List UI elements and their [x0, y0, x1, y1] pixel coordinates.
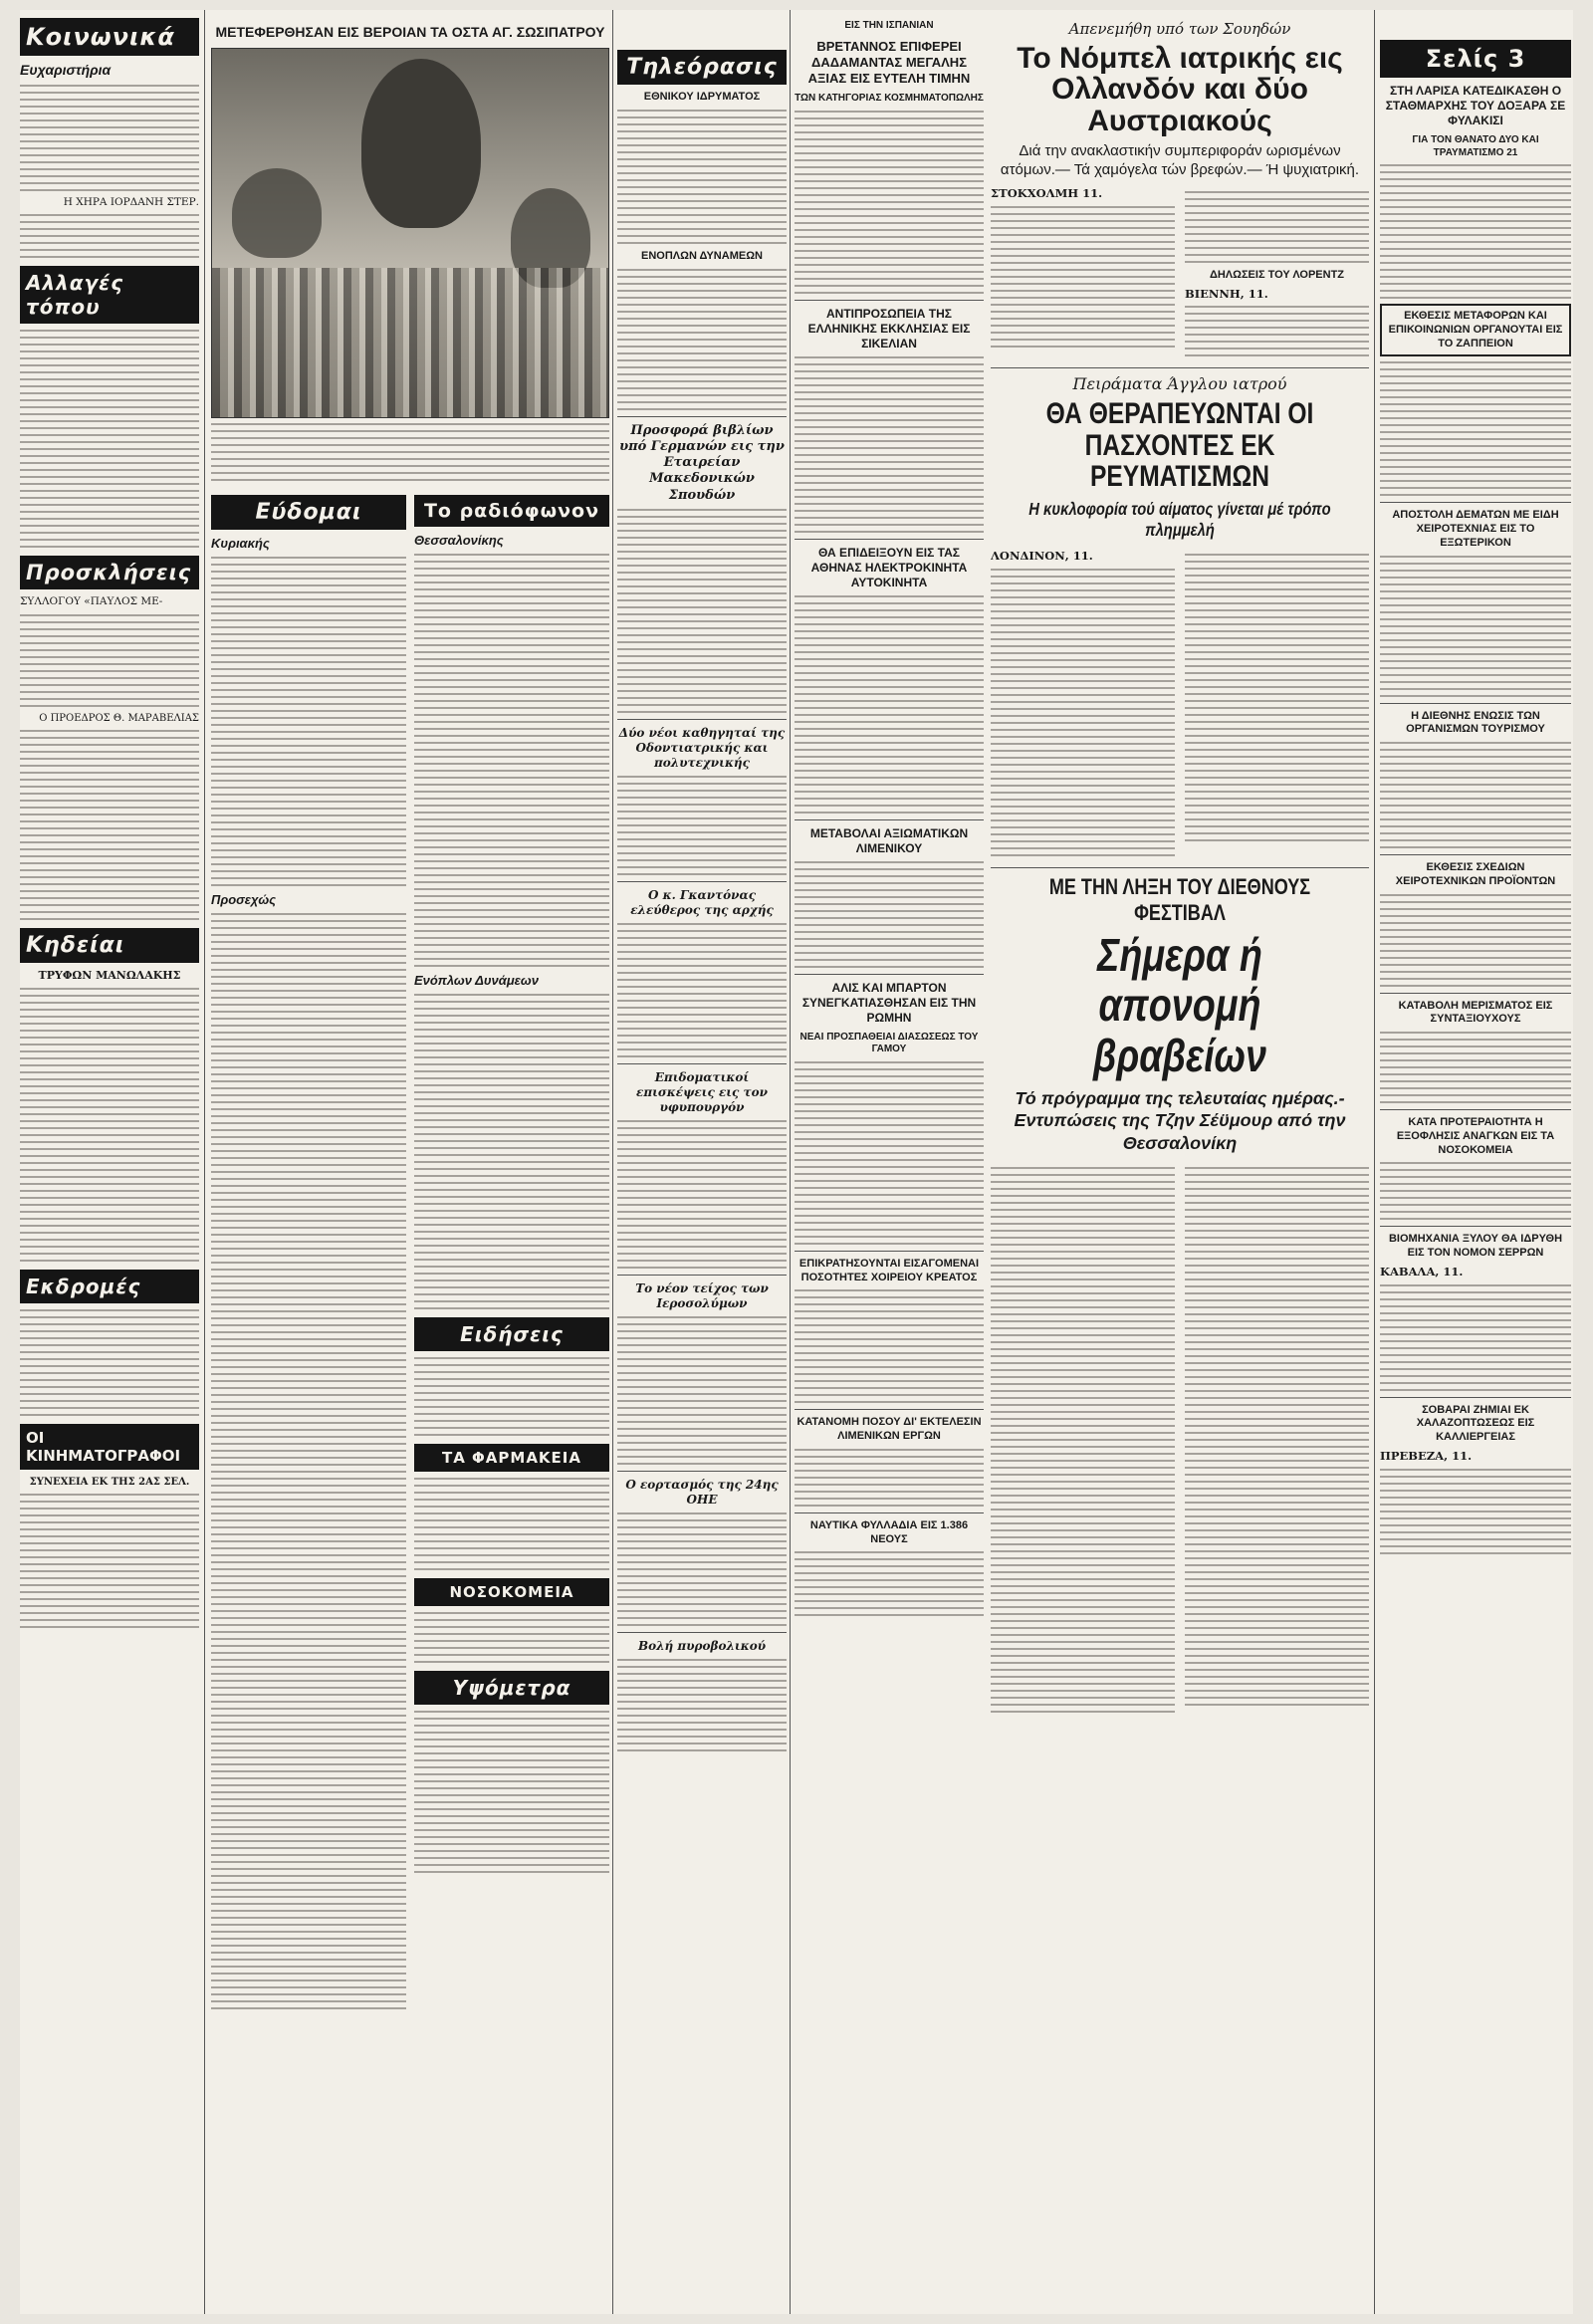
zimies-headline: ΣΟΒΑΡΑΙ ΖΗΜΙΑΙ ΕΚ ΧΑΛΑΖΟΠΤΩΣΕΩΣ ΕΙΣ ΚΑΛΛΙΕΡΓΕΙΑΣ — [1416, 1403, 1535, 1444]
photo-caption — [211, 423, 609, 481]
katavoli-headline: ΚΑΤΑΒΟΛΗ ΜΕΡΙΣΜΑΤΟΣ ΕΙΣ ΣΥΝΤΑΞΙΟΥΧΟΥΣ — [1398, 999, 1553, 1026]
section-koinonika: Κοινωνικά — [20, 18, 199, 56]
kathigites-headline: Δύο νέοι καθηγηταί της Οδοντιατρικής και πολυτεχνικής — [618, 725, 786, 770]
column-5 — [991, 10, 1369, 2314]
larisa-sub: ΓΙΑ ΤΟΝ ΘΑΝΑΤΟ ΔΥΟ ΚΑΙ ΤΡΑΥΜΑΤΙΣΜΟ 21 — [1412, 134, 1539, 158]
eik-title: ΕΘΝΙΚΟΥ ΙΔΡΥΜΑΤΟΣ — [643, 91, 761, 103]
viomichania-headline: ΒΙΟΜΗΧΑΝΙΑ ΞΥΛΟΥ ΘΑ ΙΔΡΥΘΗ ΕΙΣ ΤΟΝ ΝΟΜΟΝ ΣΕΡΡΩΝ — [1388, 1233, 1563, 1259]
column-2 — [211, 10, 609, 2314]
section-allages: Αλλαγές τόπου — [20, 266, 199, 324]
section-radiofono: Το ραδιόφωνον — [414, 495, 609, 527]
eucharistiria-title: Ευχαριστήρια — [20, 62, 112, 78]
column-1 — [20, 10, 199, 2314]
gkantonas-headline: Ο κ. Γκαντόνας ελεύθερος της αρχής — [630, 887, 774, 917]
section-kinimat: ΟΙ ΚΙΝΗΜΑΤΟΓΡΑΦΟΙ — [20, 1424, 199, 1470]
teichos-headline: Το νέον τείχος των Ιεροσολύμων — [635, 1280, 769, 1310]
ekthesis2-headline: ΕΚΘΕΣΙΣ ΣΧΕΔΙΩΝ ΧΕΙΡΟΤΕΧΝΙΚΩΝ ΠΡΟΪΟΝΤΩΝ — [1395, 861, 1556, 887]
page-number-banner: Σελίς 3 — [1380, 40, 1571, 78]
section-nosokomeia: ΝΟΣΟΚΟΜΕΙΑ — [414, 1578, 609, 1606]
photo-title: ΜΕΤΕΦΕΡΘΗΣΑΝ ΕΙΣ ΒΕΡΟΙΑΝ ΤΑ ΟΣΤΑ ΑΓ. ΣΩΣΙΠΑΤΡΟΥ — [215, 24, 605, 40]
ekthesis1-headline: ΕΚΘΕΣΙΣ ΜΕΤΑΦΟΡΩΝ ΚΑΙ ΕΠΙΚΟΙΝΩΝΙΩΝ ΟΡΓΑΝΟΥΤΑΙ ΕΙΣ ΤΟ ΖΑΠΠΕΙΟΝ — [1388, 310, 1563, 349]
apostoli-headline: ΑΠΟΣΤΟΛΗ ΔΕΜΑΤΩΝ ΜΕ ΕΙΔΗ ΧΕΙΡΟΤΕΧΝΙΑΣ ΕΙΣ ΤΟ ΕΞΩΤΕΡΙΚΟΝ — [1392, 509, 1559, 549]
preveza-dateline: ΠΡΕΒΕΖΑ, 11. — [1380, 1448, 1473, 1463]
festival-headline: Σήμερα ή απονομή βραβείων — [1092, 928, 1267, 1082]
section-farmakeia: ΤΑ ΦΑΡΜΑΚΕΙΑ — [414, 1444, 609, 1472]
voli-headline: Βολή πυροβολικού — [637, 1638, 767, 1653]
column-3-top — [617, 10, 787, 2314]
top-kicker: ΕΙΣ ΤΗΝ ΙΣΠΑΝΙΑΝ — [844, 20, 934, 31]
enosis-headline: Η ΔΙΕΘΝΗΣ ΕΝΩΣΙΣ ΤΩΝ ΟΡΓΑΝΙΣΜΩΝ ΤΟΥΡΙΣΜΟΥ — [1406, 709, 1545, 736]
experiment-kicker: Πειράματα Άγγλου ιατρού — [1072, 374, 1287, 394]
section-kideies: Κηδείαι — [20, 928, 199, 963]
festival-sub: Τό πρόγραμμα της τελευταίας ημέρας.- Εντυπώσεις της Τζην Σέϋμουρ από την Θεσσαλονίκη — [1014, 1087, 1346, 1153]
nobel-dateline: ΣΤΟΚΧΟΛΜΗ 11. — [991, 185, 1103, 200]
prosechos-title: Προσεχώς — [211, 891, 277, 907]
nobel-kicker: Απενεμήθη υπό των Σουηδών — [1068, 20, 1291, 38]
section-prosklhseis: Προσκλήσεις — [20, 556, 199, 589]
ekthesis1-box — [1380, 304, 1571, 356]
section-eidoseis: Ειδήσεις — [414, 1317, 609, 1351]
lorentz-headline: ΔΗΛΩΣΕΙΣ ΤΟΥ ΛΟΡΕΝΤΖ — [1209, 268, 1345, 281]
column-4 — [795, 10, 984, 2314]
nautika-headline: ΝΑΥΤΙΚΑ ΦΥΛΛΑΔΙΑ ΕΙΣ 1.386 ΝΕΟΥΣ — [809, 1518, 969, 1545]
metavolai-headline: ΜΕΤΑΒΟΛΑΙ ΑΞΙΩΜΑΤΙΚΩΝ ΛΙΜΕΝΙΚΟΥ — [809, 825, 969, 855]
alis-headline: ΑΛΙΣ ΚΑΙ ΜΠΑΡΤΟΝ ΣΥΝΕΓΚΑΤΙΑΣΘΗΣΑΝ ΕΙΣ ΤΗΝ ΡΩΜΗΝ — [801, 980, 977, 1025]
alis-sub: ΝΕΑΙ ΠΡΟΣΠΑΘΕΙΑΙ ΔΙΑΣΩΣΕΩΣ ΤΟΥ ΓΑΜΟΥ — [799, 1031, 979, 1055]
section-ekdrom: Εκδρομές — [20, 1270, 199, 1303]
section-ypsometra: Υψόμετρα — [414, 1671, 609, 1705]
prosk-sign: Ο ΠΡΟΕΔΡΟΣ Θ. ΜΑΡΑΒΕΛΙΑΣ — [39, 712, 199, 724]
prosk-text: ΣΥΛΛΟΓΟΥ «ΠΑΥΛΟΣ ΜΕ- — [20, 595, 163, 608]
thess-title: Θεσσαλονίκης — [414, 532, 504, 548]
kavala-dateline: ΚΑΒΑΛΑ, 11. — [1380, 1264, 1464, 1278]
section-eidomai: Εύδομαι — [211, 495, 406, 530]
rheum-headline: ΘΑ ΘΕΡΑΠΕΥΩΝΤΑΙ ΟΙ ΠΑΣΧΟΝΤΕΣ ΕΚ ΡΕΥΜΑΤΙΣΜΩΝ — [1045, 397, 1314, 494]
viena-dateline: ΒΙΕΝΝΗ, 11. — [1185, 286, 1268, 301]
top-headline: ΒΡΕΤΑΝΝΟΣ ΕΠΙΦΕΡΕΙ ΔΑΔΑΜΑΝΤΑΣ ΜΕΓΑΛΗΣ ΑΞΙΑΣ ΕΙΣ ΕΥΤΕΛΗ ΤΙΜΗΝ — [807, 38, 971, 86]
choirino-headline: ΕΠΙΚΡΑΤΗΣΟΥΝΤΑΙ ΕΙΣΑΓΟΜΕΝΑΙ ΠΟΣΟΤΗΤΕΣ ΧΟΙΡΕΙΟΥ ΚΡΕΑΤΟΣ — [798, 1257, 980, 1283]
larisa-headline: ΣΤΗ ΛΑΡΙΣΑ ΚΑΤΕΔΙΚΑΣΘΗ Ο ΣΤΑΘΜΑΡΧΗΣ ΤΟΥ ΔΟΞΑΡΑ ΣΕ ΦΥΛΑΚΙΣΙ — [1385, 84, 1566, 127]
enoplon-title: ΕΝΟΠΛΩΝ ΔΥΝΑΜΕΩΝ — [641, 249, 763, 262]
antipros-headline: ΑΝΤΙΠΡΟΣΩΠΕΙΑ ΤΗΣ ΕΛΛΗΝΙΚΗΣ ΕΚΚΛΗΣΙΑΣ ΕΙΣ ΣΙΚΕΛΙΑΝ — [807, 306, 971, 350]
katanomi-headline: ΚΑΤΑΝΟΜΗ ΠΟΣΟΥ ΔΙ' ΕΚΤΕΛΕΣΙΝ ΛΙΜΕΝΙΚΩΝ ΕΡΓΩΝ — [796, 1416, 982, 1442]
london-dateline: ΛΟΝΔΙΝΟΝ, 11. — [991, 548, 1093, 563]
column-6 — [1380, 10, 1571, 2314]
procession-photo — [211, 48, 609, 418]
nobel-headline: Το Νόμπελ ιατρικής εις Ολλανδόν και δύο Αυστριακούς — [1017, 41, 1343, 137]
ilektrokina-headline: ΘΑ ΕΠΙΔΕΙΞΟΥΝ ΕΙΣ ΤΑΣ ΑΘΗΝΑΣ ΗΛΕΚΤΡΟΚΙΝΗΤΑ ΑΥΤΟΚΙΝΗΤΑ — [810, 545, 968, 589]
kin-sub: ΣΥΝΕΧΕΙΑ ΕΚ ΤΗΣ 2ΑΣ ΣΕΛ. — [29, 1477, 190, 1489]
enoplon2-title: Ενόπλων Δυνάμεων — [414, 972, 539, 988]
nobel-sub: Διά την ανακλαστικήν συμπεριφοράν ωρισμένων ατόμων.— Τά χαμόγελα τών βρεφών.— Ή ψυχιατρική. — [1000, 142, 1360, 178]
section-tileorasis: Τηλεόρασις — [617, 50, 787, 85]
epidomata-headline: Επιδοματικοί επισκέψεις εις τον υφυπουργόν — [636, 1069, 768, 1114]
kideia-name: ΤΡΥΦΩΝ ΜΑΝΩΛΑΚΗΣ — [38, 968, 181, 982]
eortasmos-headline: Ο εορτασμός της 24ης ΟΗΕ — [625, 1477, 779, 1507]
rheum-sub: Η κυκλοφορία τού αίματος γίνεται μέ τρόπο πλημμελή — [1028, 498, 1331, 540]
top-sub: ΤΩΝ ΚΑΤΗΓΟΡΙΑΣ ΚΟΣΜΗΜΑΤΟΠΩΛΗΣ — [795, 93, 984, 105]
kyriakh-title: Κυριακής — [211, 535, 270, 551]
eucharistiria-sign: Η ΧΗΡΑ ΙΟΡΔΑΝΗ ΣΤΕΡ. — [63, 195, 199, 208]
vivlia-headline: Προσφορά βιβλίων υπό Γερμανών εις την Εταιρείαν Μακεδονικών Σπουδών — [619, 422, 785, 503]
festival-kicker: ΜΕ ΤΗΝ ΛΗΞΗ ΤΟΥ ΔΙΕΘΝΟΥΣ ΦΕΣΤΙΒΑΛ — [1048, 873, 1311, 925]
newspaper-page — [20, 10, 1573, 2314]
protereotita-headline: ΚΑΤΑ ΠΡΟΤΕΡΑΙΟΤΗΤΑ Η ΕΞΟΦΛΗΣΙΣ ΑΝΑΓΚΩΝ ΕΙΣ ΤΑ ΝΟΣΟΚΟΜΕΙΑ — [1396, 1116, 1555, 1156]
